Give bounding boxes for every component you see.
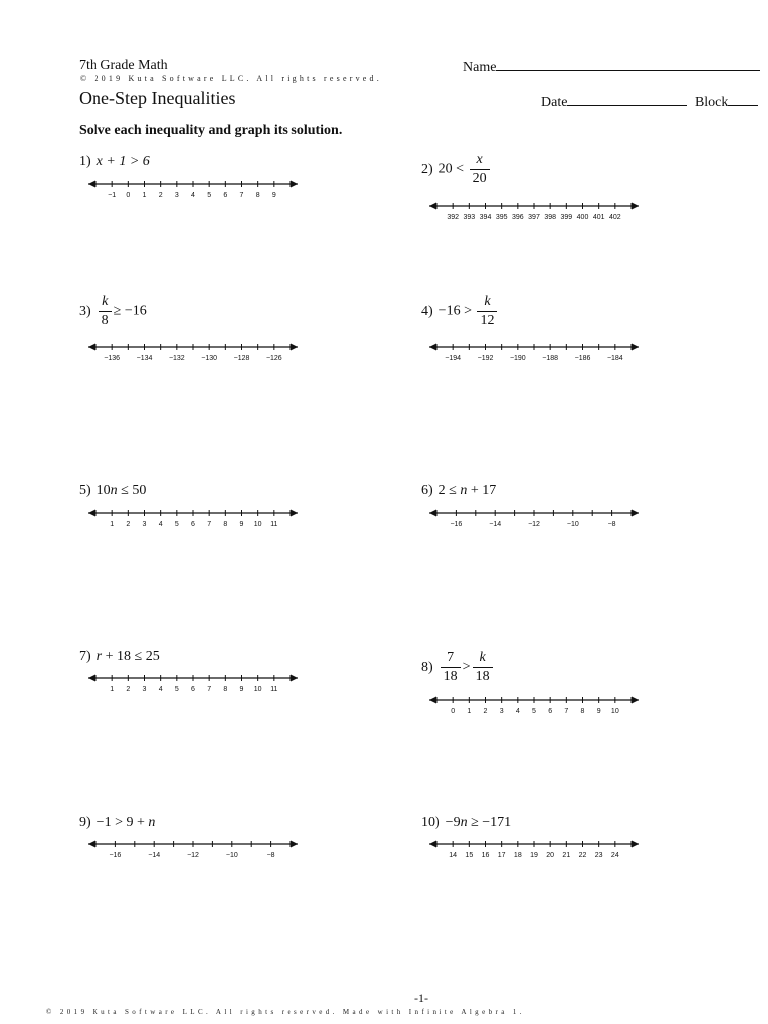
tick-label: 7: [239, 192, 244, 199]
inequality-left: −16 >: [438, 303, 472, 319]
tick-label: 7: [564, 708, 569, 715]
tick-label: −12: [528, 521, 540, 528]
tick-label: 14: [449, 852, 458, 859]
tick-label: −188: [542, 355, 559, 362]
number-line-6[interactable]: [427, 507, 641, 531]
left-arrow-icon: [88, 181, 95, 188]
right-arrow-icon: [632, 203, 639, 210]
inequality-right: ≤ 50: [117, 483, 147, 498]
name-field[interactable]: [463, 58, 760, 76]
fraction-right: [473, 650, 493, 685]
tick-label: 2: [126, 521, 131, 528]
tick-label: −16: [109, 852, 122, 859]
date-label: Date: [541, 95, 568, 110]
tick-label: 10: [253, 686, 262, 693]
tick-label: 3: [174, 192, 179, 199]
tick-label: 393: [463, 214, 476, 221]
fraction: [470, 152, 490, 187]
problem-2: [421, 152, 492, 187]
inequality-right: + 17: [467, 483, 497, 498]
tick-label: 9: [596, 708, 601, 715]
inequality-right: ≥ −171: [467, 815, 512, 830]
tick-label: 8: [580, 708, 585, 715]
left-arrow-icon: [429, 203, 436, 210]
left-arrow-icon: [429, 697, 436, 704]
tick-label: −1: [108, 192, 117, 199]
inequality: x + 1 > 6: [96, 154, 150, 169]
variable: r: [96, 649, 103, 664]
tick-label: 2: [126, 686, 131, 693]
problem-number: 6): [421, 483, 433, 498]
tick-label: 9: [239, 521, 244, 528]
tick-label: 3: [499, 708, 504, 715]
tick-label: 8: [223, 686, 228, 693]
right-arrow-icon: [291, 510, 298, 517]
tick-label: 4: [515, 708, 520, 715]
fraction: [99, 294, 112, 329]
tick-label: −14: [489, 521, 502, 528]
tick-label: −126: [265, 355, 282, 362]
left-arrow-icon: [88, 841, 95, 848]
tick-label: 1: [110, 521, 115, 528]
problem-10: [421, 815, 511, 831]
tick-label: 10: [610, 708, 619, 715]
tick-label: 5: [207, 192, 212, 199]
problem-number: 4): [421, 303, 433, 319]
tick-label: 19: [530, 852, 538, 859]
numerator: 7: [441, 650, 461, 668]
fraction: [477, 294, 497, 329]
problem-7: [79, 649, 160, 665]
tick-label: −10: [225, 852, 238, 859]
instructions: Solve each inequality and graph its solution.: [79, 123, 343, 138]
tick-label: 6: [191, 686, 195, 693]
tick-label: 8: [255, 192, 260, 199]
tick-label: −194: [445, 355, 462, 362]
tick-label: 2: [483, 708, 488, 715]
tick-label: 4: [191, 192, 195, 199]
denominator: 20: [472, 171, 487, 186]
tick-label: −14: [148, 852, 161, 859]
tick-label: 0: [126, 192, 131, 199]
page-number: -1-: [414, 991, 428, 1005]
tick-label: −190: [509, 355, 526, 362]
tick-label: −184: [606, 355, 623, 362]
tick-label: 9: [239, 686, 244, 693]
problem-number: 5): [79, 483, 91, 498]
problem-1: [79, 154, 150, 170]
tick-label: 7: [207, 521, 212, 528]
tick-label: 21: [562, 852, 571, 859]
denominator: 18: [443, 669, 458, 684]
tick-label: −136: [104, 355, 121, 362]
tick-label: 1: [110, 686, 115, 693]
tick-label: 1: [467, 708, 472, 715]
worksheet-title: One-Step Inequalities: [79, 88, 236, 108]
problem-number: 3): [79, 303, 91, 319]
right-arrow-icon: [632, 841, 639, 848]
tick-label: 23: [594, 852, 603, 859]
tick-label: −8: [607, 521, 616, 528]
variable: n: [460, 483, 468, 498]
tick-label: 5: [174, 686, 179, 693]
tick-label: 24: [610, 852, 619, 859]
tick-label: −8: [266, 852, 275, 859]
numerator: k: [99, 294, 112, 312]
problem-number: 10): [421, 815, 440, 830]
problem-3: [79, 294, 147, 329]
tick-label: 15: [465, 852, 474, 859]
left-arrow-icon: [429, 841, 436, 848]
tick-label: 402: [608, 214, 621, 221]
tick-label: 9: [271, 192, 276, 199]
denominator: 12: [480, 313, 495, 328]
coefficient: 10: [96, 483, 111, 498]
tick-label: 400: [576, 214, 589, 221]
tick-label: −10: [566, 521, 579, 528]
problem-6: [421, 483, 496, 499]
number-line-5[interactable]: [86, 507, 300, 531]
date-blank[interactable]: [567, 93, 687, 106]
left-arrow-icon: [88, 344, 95, 351]
tick-label: 20: [546, 852, 555, 859]
right-arrow-icon: [632, 344, 639, 351]
header-copyright: © 2019 Kuta Software LLC. All rights reserved.: [80, 74, 382, 83]
name-blank[interactable]: [496, 58, 760, 71]
problem-number: 8): [421, 659, 433, 675]
inequality-right: + 18 ≤ 25: [102, 649, 160, 664]
tick-label: 11: [270, 521, 278, 528]
tick-label: −134: [136, 355, 153, 362]
tick-label: 394: [479, 214, 492, 221]
course-name: 7th Grade Math: [79, 58, 168, 73]
right-arrow-icon: [632, 510, 639, 517]
inequality-left: 2 ≤: [438, 483, 461, 498]
denominator: 18: [475, 669, 490, 684]
tick-label: −16: [450, 521, 463, 528]
number-line-3[interactable]: [86, 341, 300, 365]
tick-label: 4: [158, 521, 163, 528]
tick-label: 3: [142, 521, 147, 528]
problem-number: 2): [421, 161, 433, 177]
tick-label: 399: [560, 214, 573, 221]
tick-label: 0: [451, 708, 456, 715]
fraction-left: [441, 650, 461, 685]
left-arrow-icon: [88, 675, 95, 682]
tick-label: −12: [187, 852, 199, 859]
inequality-left: −1 > 9 +: [96, 815, 149, 830]
inequality-sign: >: [462, 659, 471, 675]
denominator: 8: [101, 313, 109, 328]
problem-8: [421, 650, 495, 685]
tick-label: 395: [495, 214, 508, 221]
variable: n: [148, 815, 156, 830]
tick-label: 8: [223, 521, 228, 528]
problem-5: [79, 483, 146, 499]
tick-label: −128: [233, 355, 250, 362]
tick-label: −130: [201, 355, 218, 362]
tick-label: 5: [174, 521, 179, 528]
tick-label: 398: [544, 214, 557, 221]
right-arrow-icon: [291, 841, 298, 848]
tick-label: 392: [447, 214, 460, 221]
number-line-8[interactable]: [427, 694, 641, 718]
tick-label: 4: [158, 686, 163, 693]
numerator: x: [470, 152, 490, 170]
tick-label: 401: [592, 214, 605, 221]
tick-label: 3: [142, 686, 147, 693]
coefficient: −9: [445, 815, 461, 830]
numerator: k: [477, 294, 497, 312]
variable: n: [460, 815, 468, 830]
variable: n: [110, 483, 118, 498]
number-line-9[interactable]: [86, 838, 300, 862]
right-arrow-icon: [632, 697, 639, 704]
number-line-1[interactable]: [86, 178, 300, 202]
right-arrow-icon: [291, 675, 298, 682]
date-field[interactable]: [541, 93, 758, 111]
number-line-2[interactable]: [427, 200, 641, 224]
tick-label: 22: [578, 852, 587, 859]
block-blank[interactable]: [728, 93, 758, 106]
footer-copyright: © 2019 Kuta Software LLC. All rights reserved. Made with Infinite Algebra 1.: [46, 1008, 525, 1016]
tick-label: 396: [511, 214, 524, 221]
tick-label: 18: [513, 852, 522, 859]
name-label: Name: [463, 60, 497, 75]
left-arrow-icon: [429, 510, 436, 517]
tick-label: 6: [191, 521, 195, 528]
problem-4: [421, 294, 499, 329]
tick-label: 5: [532, 708, 536, 715]
number-line-7[interactable]: [86, 672, 300, 696]
tick-label: −186: [574, 355, 591, 362]
number-line-4[interactable]: [427, 341, 641, 365]
tick-label: −132: [168, 355, 185, 362]
inequality-left: 20 <: [438, 161, 465, 177]
tick-label: 397: [528, 214, 540, 221]
tick-label: 16: [481, 852, 490, 859]
left-arrow-icon: [429, 344, 436, 351]
left-arrow-icon: [88, 510, 95, 517]
tick-label: 10: [253, 521, 262, 528]
block-label: Block: [694, 95, 729, 110]
tick-label: 6: [548, 708, 553, 715]
problem-number: 7): [79, 649, 91, 664]
problem-number: 9): [79, 815, 91, 830]
tick-label: 7: [207, 686, 212, 693]
tick-label: 17: [497, 852, 506, 859]
tick-label: 11: [270, 686, 278, 693]
right-arrow-icon: [291, 344, 298, 351]
problem-9: [79, 815, 155, 831]
tick-label: 2: [158, 192, 163, 199]
tick-label: 1: [142, 192, 147, 199]
numerator: k: [473, 650, 493, 668]
problem-number: 1): [79, 154, 91, 169]
tick-label: −192: [477, 355, 494, 362]
right-arrow-icon: [291, 181, 298, 188]
tick-label: 6: [223, 192, 228, 199]
number-line-10[interactable]: [427, 838, 641, 862]
inequality-right: ≥ −16: [113, 303, 147, 319]
